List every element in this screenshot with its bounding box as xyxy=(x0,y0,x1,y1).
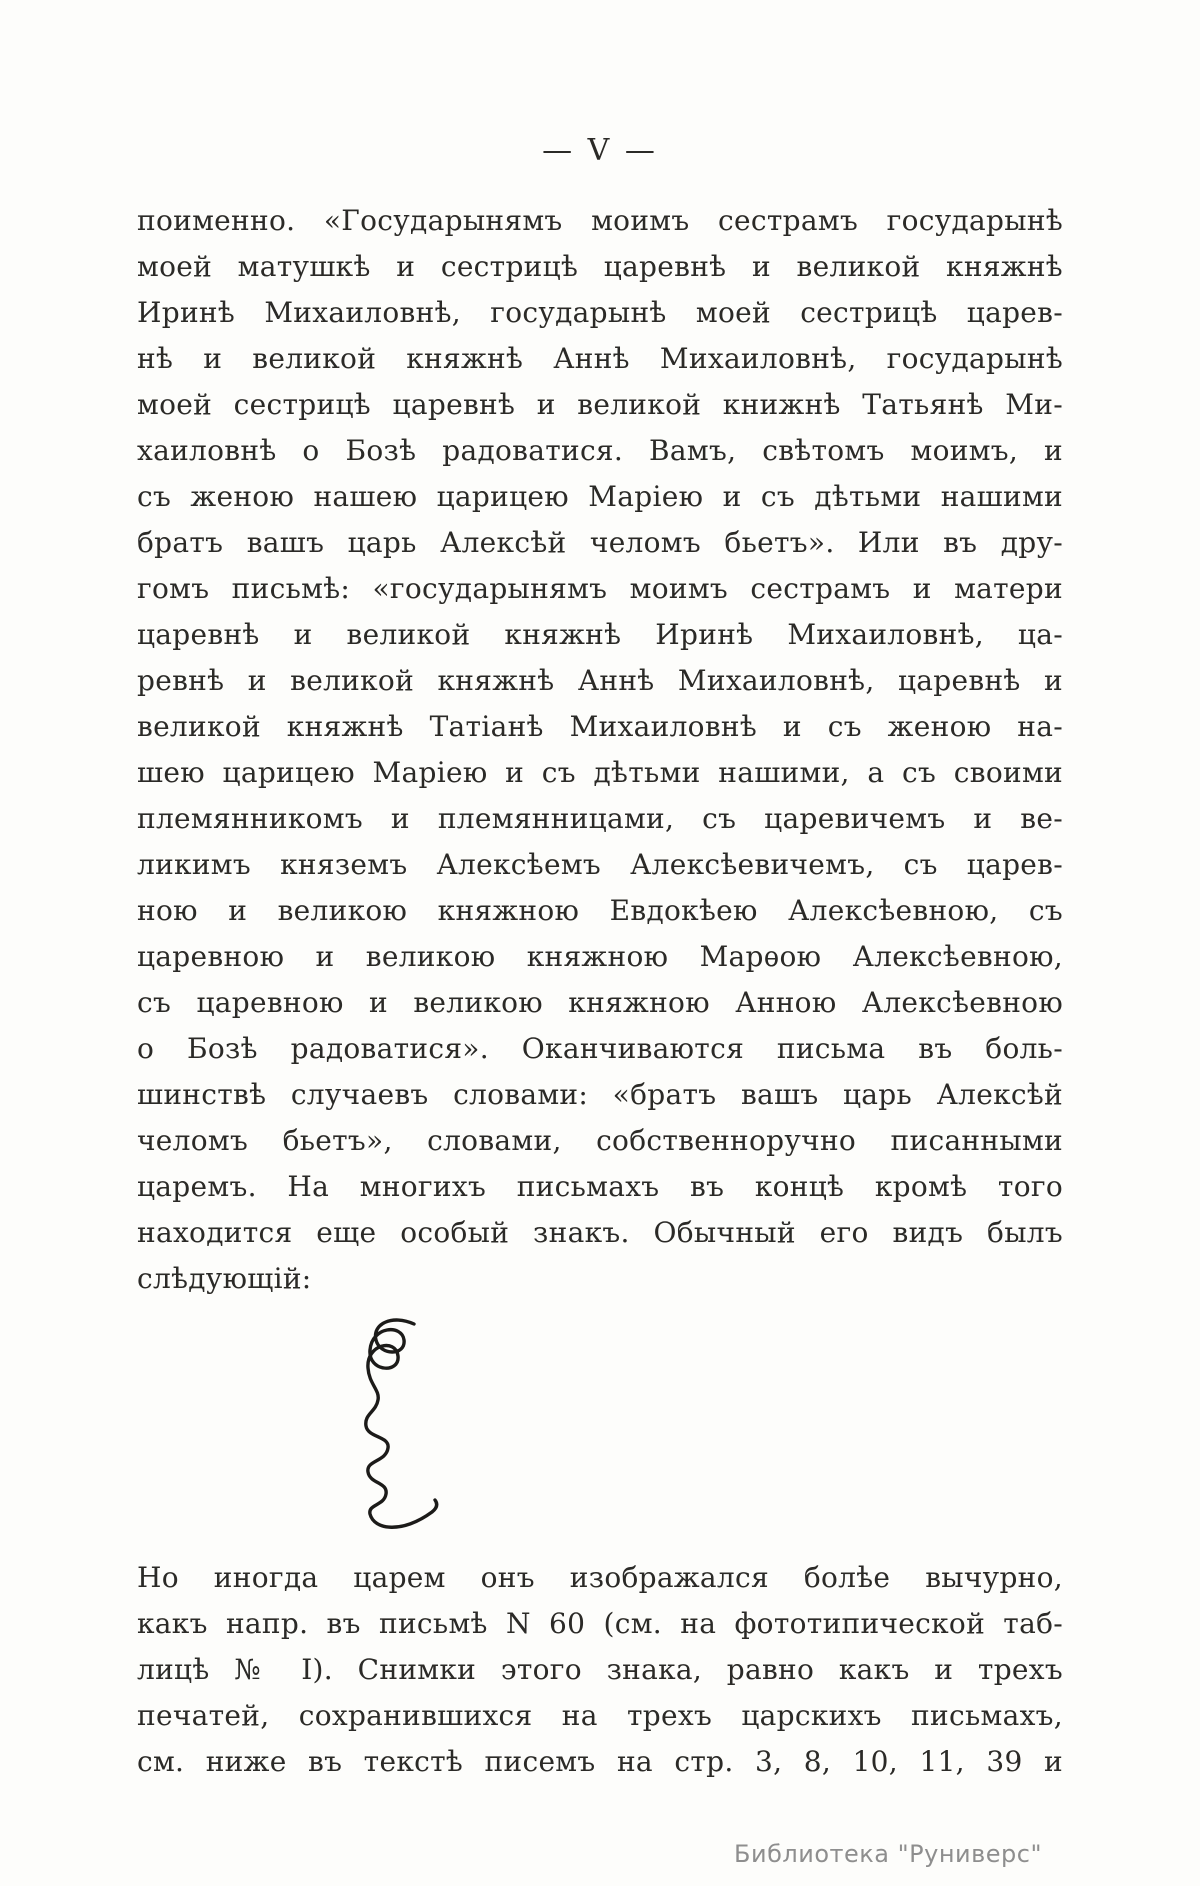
paragraph-main xyxy=(137,198,1063,1302)
text-line: моей матушкѣ и сестрицѣ царевнѣ и великой княжнѣ xyxy=(137,250,1063,283)
text-line: Иринѣ Михаиловнѣ, государынѣ моей сестрицѣ царев- xyxy=(137,296,1063,329)
text-line: царемъ. На многихъ письмахъ въ концѣ кромѣ того xyxy=(137,1170,1063,1203)
text-line: ревнѣ и великой княжнѣ Аннѣ Михаиловнѣ, царевнѣ и xyxy=(137,664,1063,697)
text-line: слѣдующій: xyxy=(137,1262,312,1295)
text-line: шинствѣ случаевъ словами: «братъ вашъ царь Алексѣй xyxy=(137,1078,1063,1111)
text-line: находится еще особый знакъ. Обычный его видъ былъ xyxy=(137,1216,1063,1249)
text-line: гомъ письмѣ: «государынямъ моимъ сестрамъ и матери xyxy=(137,572,1063,605)
text-line: съ царевною и великою княжною Анною Алексѣевною xyxy=(137,986,1063,1019)
text-line: хаиловнѣ о Бозѣ радоватися. Вамъ, свѣтомъ моимъ, и xyxy=(137,434,1063,467)
page-number: — V — xyxy=(542,133,658,168)
text-line: съ женою нашею царицею Маріею и съ дѣтьми нашими xyxy=(137,480,1063,513)
text-line: челомъ бьетъ», словами, собственноручно писанными xyxy=(137,1124,1063,1157)
paragraph-secondary xyxy=(137,1555,1063,1785)
text-line: поименно. «Государынямъ моимъ сестрамъ государынѣ xyxy=(137,204,1063,237)
text-line: какъ напр. въ письмѣ N 60 (см. на фототипической таб- xyxy=(137,1607,1063,1640)
text-line: царевною и великою княжною Марѳою Алексѣевною, xyxy=(137,940,1063,973)
text-line: шею царицею Маріею и съ дѣтьми нашими, а съ своими xyxy=(137,756,1063,789)
text-line: нѣ и великой княжнѣ Аннѣ Михаиловнѣ, государынѣ xyxy=(137,342,1063,375)
text-line: братъ вашъ царь Алексѣй челомъ бьетъ». Или въ дру- xyxy=(137,526,1063,559)
text-line: ною и великою княжною Евдокѣею Алексѣевною, съ xyxy=(137,894,1063,927)
text-line: Но иногда царем онъ изображался болѣе вычурно, xyxy=(137,1561,1063,1594)
text-line: царевнѣ и великой княжнѣ Иринѣ Михаиловнѣ, ца- xyxy=(137,618,1063,651)
library-watermark: Библиотека "Руниверс" xyxy=(734,1840,1042,1868)
tsar-sign-flourish xyxy=(342,1312,446,1552)
text-line: см. ниже въ текстѣ писемъ на стр. 3, 8, 10, 11, 39 и xyxy=(137,1745,1063,1778)
text-line: великой княжнѣ Татіанѣ Михаиловнѣ и съ женою на- xyxy=(137,710,1063,743)
text-line: лицѣ № I). Снимки этого знака, равно какъ и трехъ xyxy=(137,1653,1063,1686)
text-line: моей сестрицѣ царевнѣ и великой книжнѣ Татьянѣ Ми- xyxy=(137,388,1063,421)
text-line: о Бозѣ радоватися». Оканчиваются письма въ боль- xyxy=(137,1032,1063,1065)
text-line: ликимъ княземъ Алексѣемъ Алексѣевичемъ, съ царев- xyxy=(137,848,1063,881)
text-line: печатей, сохранившихся на трехъ царскихъ письмахъ, xyxy=(137,1699,1063,1732)
text-line: племянникомъ и племянницами, съ царевичемъ и ве- xyxy=(137,802,1063,835)
hand-drawn-mark-icon xyxy=(342,1312,446,1552)
